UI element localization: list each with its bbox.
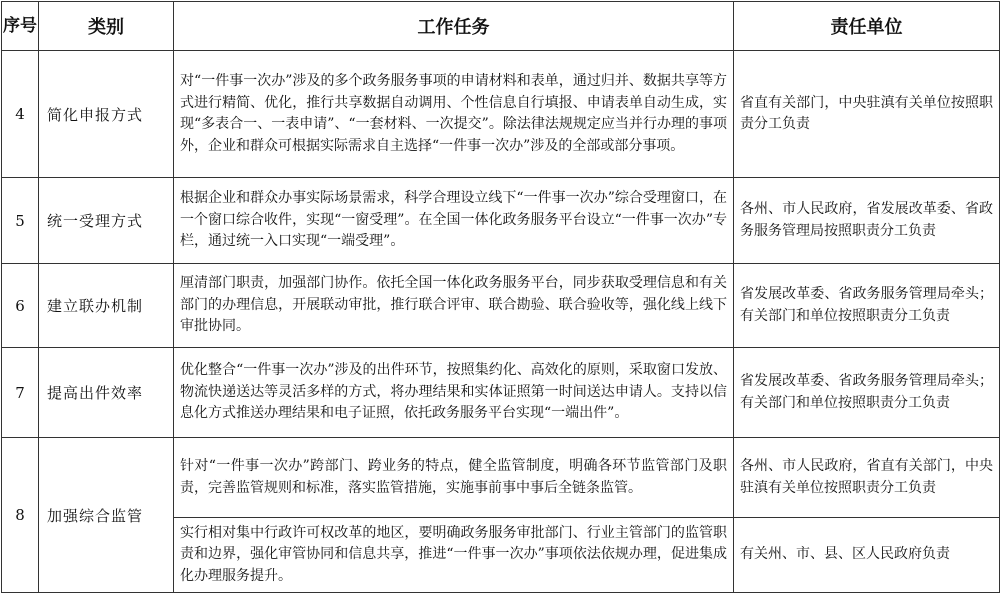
row-task: 对“一件事一次办”涉及的多个政务服务事项的申请材料和表单，通过归并、数据共享等方式进行精简、优化，推行共享数据自动调用、个性信息自行填报、申请表单自动生成，实现“多表合一、一表申请”、“一套材料、一次提交”。除法律法规规定应当并行办理的事项外，企业和群众可根据实际需求自主选择“一件事一次办”涉及的全部或部分事项。 [174,51,734,178]
row-task: 优化整合“一件事一次办”涉及的出件环节，按照集约化、高效化的原则，采取窗口发放、物流快递送达等灵活多样的方式，将办理结果和实体证照第一时间送达申请人。支持以信息化方式推送办理结果和电子证照，依托政务服务平台实现“一端出件”。 [174,348,734,438]
row-category: 提高出件效率 [39,348,174,438]
row-unit: 各州、市人民政府，省发展改革委、省政务服务管理局按照职责分工负责 [734,178,1000,264]
task-table [1,1,1000,593]
row-unit: 省直有关部门，中央驻滇有关单位按照职责分工负责 [734,51,1000,178]
row-category: 统一受理方式 [39,178,174,264]
table-row [2,438,1000,518]
row-number: 8 [2,438,39,593]
header-row [2,2,1000,51]
row-task: 实行相对集中行政许可权改革的地区，要明确政务服务审批部门、行业主管部门的监管职责和边界，强化审管协同和信息共享，推进“一件事一次办”事项依法依规办理，促进集成化办理服务提升。 [174,518,734,593]
row-task: 厘清部门职责，加强部门协作。依托全国一体化政务服务平台，同步获取受理信息和有关部门的办理信息，开展联动审批，推行联合评审、联合勘验、联合验收等，强化线上线下审批协同。 [174,264,734,348]
row-task: 根据企业和群众办事实际场景需求，科学合理设立线下“一件事一次办”综合受理窗口，在一个窗口综合收件，实现“一窗受理”。在全国一体化政务服务平台设立“一件事一次办”专栏，通过统一入口实现“一端受理”。 [174,178,734,264]
table-row [2,51,1000,178]
row-number: 6 [2,264,39,348]
row-category: 简化申报方式 [39,51,174,178]
row-unit: 有关州、市、县、区人民政府负责 [734,518,1000,593]
row-unit: 省发展改革委、省政务服务管理局牵头；有关部门和单位按照职责分工负责 [734,348,1000,438]
row-category: 加强综合监管 [39,438,174,593]
header-task: 工作任务 [174,2,734,51]
row-unit: 各州、市人民政府，省直有关部门，中央驻滇有关单位按照职责分工负责 [734,438,1000,518]
row-unit: 省发展改革委、省政务服务管理局牵头；有关部门和单位按照职责分工负责 [734,264,1000,348]
row-number: 4 [2,51,39,178]
table-row [2,348,1000,438]
header-unit: 责任单位 [734,2,1000,51]
row-task: 针对“一件事一次办”跨部门、跨业务的特点，健全监管制度，明确各环节监管部门及职责，完善监管规则和标准，落实监管措施，实施事前事中事后全链条监管。 [174,438,734,518]
row-number: 7 [2,348,39,438]
table-row [2,264,1000,348]
header-seq: 序号 [2,2,39,51]
row-category: 建立联办机制 [39,264,174,348]
table-row [2,178,1000,264]
header-category: 类别 [39,2,174,51]
row-number: 5 [2,178,39,264]
